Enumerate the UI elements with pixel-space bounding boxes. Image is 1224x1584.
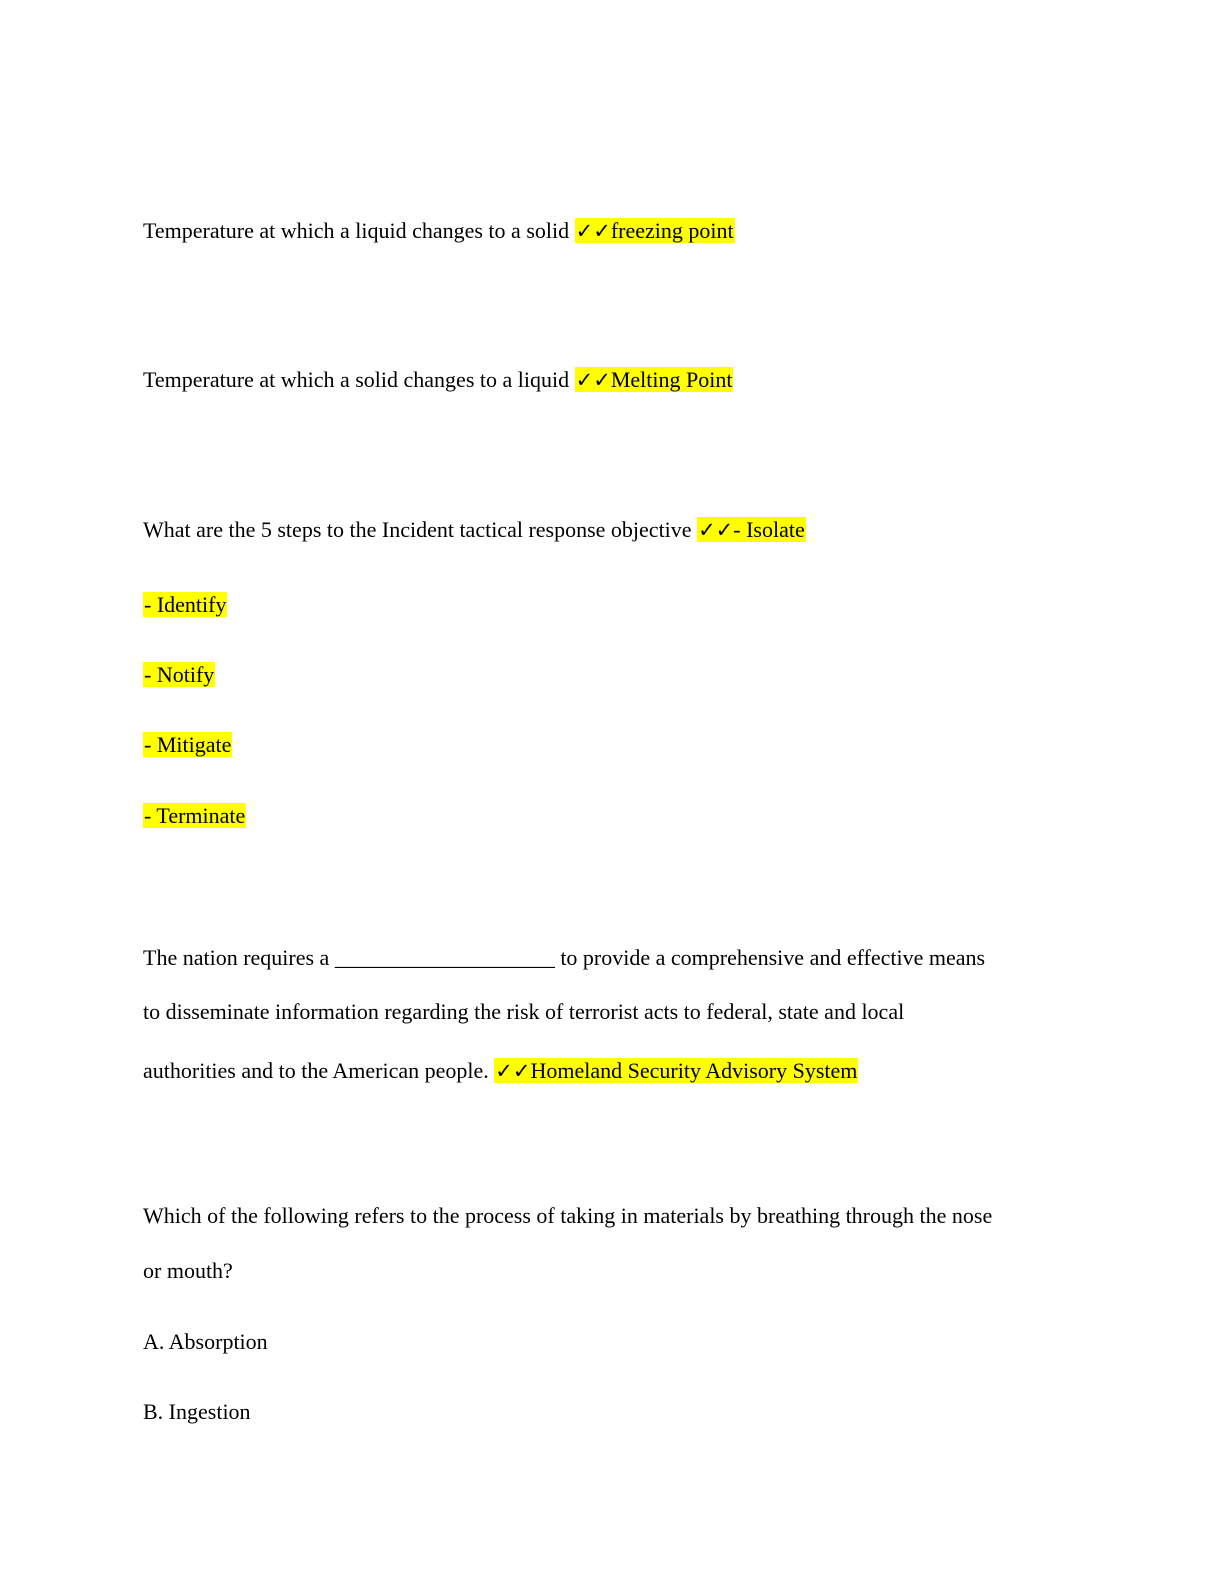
- answer-3-step: [143, 801, 246, 831]
- answer-4-highlight: [494, 1058, 858, 1083]
- question-5-line-2: [143, 1256, 233, 1286]
- option-b: [143, 1397, 251, 1427]
- option-a: [143, 1327, 268, 1357]
- question-4-line-3: [143, 1056, 858, 1086]
- question-1-text: Temperature at which a liquid changes to a solid: [143, 218, 575, 243]
- question-3: [143, 515, 806, 545]
- question-4-text-2: to disseminate information regarding the risk of terrorist acts to federal, state and local: [143, 999, 905, 1024]
- question-5-text-1: Which of the following refers to the process of taking in materials by breathing through the nose: [143, 1203, 993, 1228]
- answer-1-text: freezing point: [610, 218, 734, 243]
- answer-3-highlight: [697, 517, 806, 542]
- answer-3-step-text: - Terminate: [144, 803, 246, 828]
- answer-3-step-text: - Identify: [144, 592, 227, 617]
- answer-3-step: [143, 660, 215, 690]
- answer-4-text: Homeland Security Advisory System: [530, 1058, 858, 1083]
- question-5-line-1: [143, 1201, 992, 1231]
- answer-3-step: [143, 590, 227, 620]
- question-1: [143, 216, 735, 246]
- question-4-text-1: The nation requires a ____________________ to provide a comprehensive and effective means: [143, 945, 986, 970]
- question-4-line-2: [143, 997, 904, 1027]
- answer-3-first-step: - Isolate: [733, 517, 805, 542]
- question-4-line-1: [143, 943, 985, 973]
- double-check-icon: ✓✓: [495, 1059, 531, 1083]
- answer-3-step-text: - Notify: [144, 662, 215, 687]
- answer-3-step: [143, 730, 232, 760]
- question-2: [143, 365, 733, 395]
- answer-1-highlight: [575, 218, 735, 243]
- question-5-text-2: or mouth?: [143, 1258, 233, 1283]
- question-2-text: Temperature at which a solid changes to a liquid: [143, 367, 575, 392]
- answer-2-highlight: [575, 367, 734, 392]
- question-4-text-3: authorities and to the American people.: [143, 1058, 495, 1083]
- double-check-icon: ✓✓: [575, 219, 611, 243]
- option-b-text: B. Ingestion: [143, 1399, 251, 1424]
- option-a-text: A. Absorption: [143, 1329, 268, 1354]
- answer-3-step-text: - Mitigate: [144, 732, 232, 757]
- question-3-text: What are the 5 steps to the Incident tactical response objective: [143, 517, 698, 542]
- double-check-icon: ✓✓: [575, 368, 611, 392]
- answer-2-text: Melting Point: [610, 367, 733, 392]
- double-check-icon: ✓✓: [698, 518, 734, 542]
